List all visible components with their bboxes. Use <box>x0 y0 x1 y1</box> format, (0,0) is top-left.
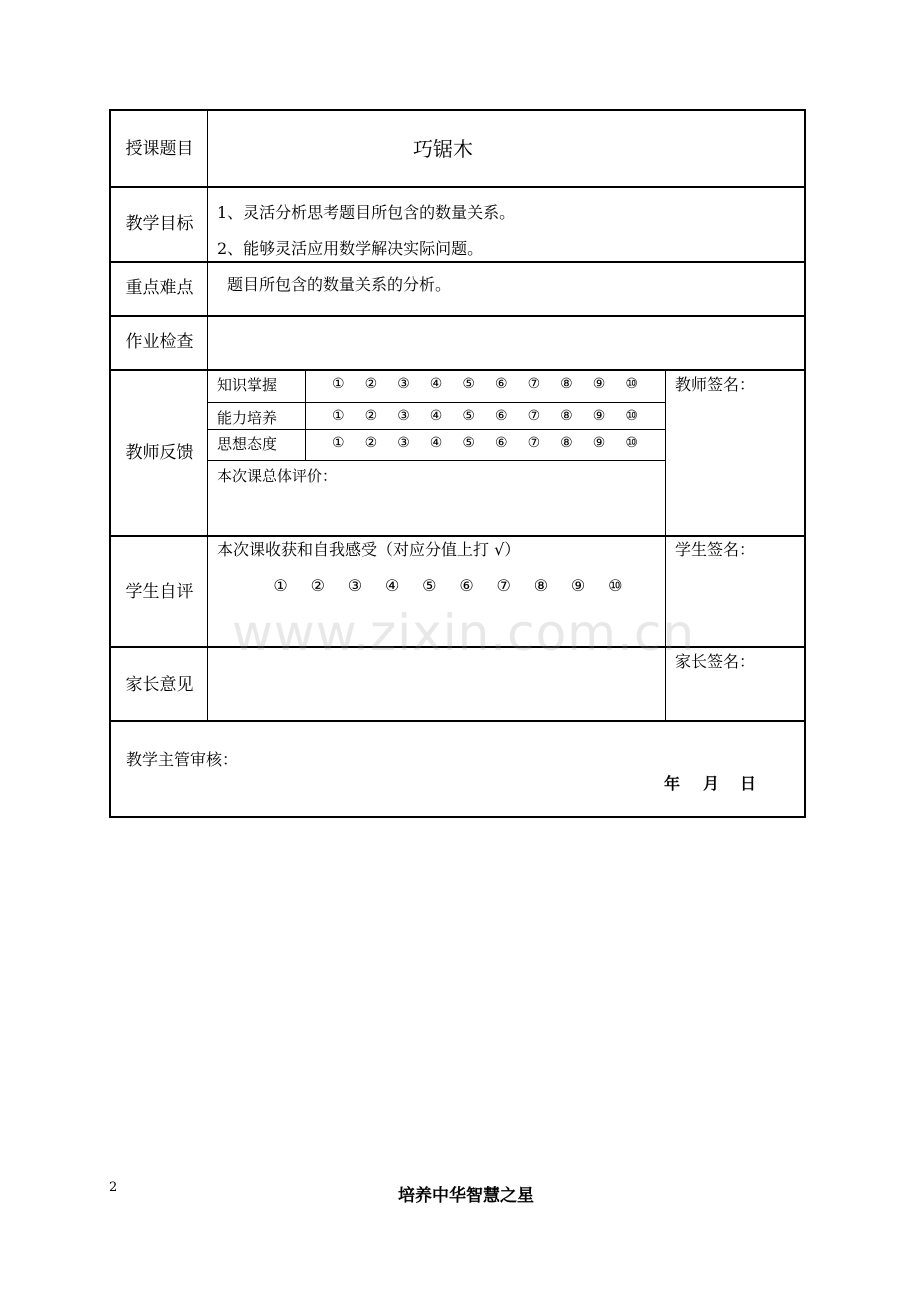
rating-option[interactable]: ② <box>310 576 325 595</box>
keypoints-value: 题目所包含的数量关系的分析。 <box>227 275 452 294</box>
review-day: 日 <box>740 774 757 793</box>
row-divider <box>111 315 804 317</box>
rating-option[interactable]: ⑥ <box>459 576 474 595</box>
rating-option[interactable]: ② <box>364 376 378 392</box>
rating-option[interactable]: ⑧ <box>560 435 573 451</box>
rating-option[interactable]: ⑦ <box>527 408 541 424</box>
rating-scale-attitude <box>322 435 648 451</box>
rating-option[interactable]: ⑤ <box>462 376 475 392</box>
page-number: 2 <box>109 1180 118 1195</box>
student-rating-scale <box>262 576 634 595</box>
rating-option[interactable]: ⑧ <box>560 376 573 392</box>
rating-option[interactable]: ③ <box>397 435 410 451</box>
rating-option[interactable]: ⑨ <box>592 408 606 424</box>
rating-option[interactable]: ⑩ <box>608 576 623 595</box>
rating-option[interactable]: ⑩ <box>625 408 638 424</box>
rating-option[interactable]: ⑥ <box>494 435 508 451</box>
goals-label: 教学目标 <box>125 214 194 234</box>
lesson-feedback-form <box>109 109 806 818</box>
rating-option[interactable]: ⑦ <box>527 376 541 392</box>
review-month: 月 <box>703 774 720 793</box>
rating-option[interactable]: ② <box>364 435 378 451</box>
row-divider <box>111 720 804 722</box>
teacher-signature-label: 教师签名： <box>675 375 756 394</box>
overall-evaluation-label: 本次课总体评价： <box>217 467 338 485</box>
rating-option[interactable]: ⑩ <box>625 435 638 451</box>
criteria-divider <box>305 369 306 460</box>
review-year: 年 <box>664 774 681 793</box>
student-signature-label: 学生签名： <box>675 540 756 559</box>
rating-option[interactable]: ⑨ <box>570 576 586 595</box>
row-divider <box>111 186 804 188</box>
rating-option[interactable]: ⑥ <box>494 376 508 392</box>
rating-option[interactable]: ③ <box>397 408 410 424</box>
label-column-divider <box>207 111 208 720</box>
keypoints-label: 重点难点 <box>125 278 194 298</box>
rating-option[interactable]: ⑧ <box>560 408 573 424</box>
rating-option[interactable]: ⑥ <box>494 408 508 424</box>
rating-option[interactable]: ⑤ <box>462 408 475 424</box>
rating-option[interactable]: ⑧ <box>533 576 549 595</box>
rating-option[interactable]: ④ <box>429 435 443 451</box>
criterion-knowledge: 知识掌握 <box>217 376 278 394</box>
rating-scale-ability <box>322 408 648 424</box>
teacher-feedback-label: 教师反馈 <box>125 443 194 463</box>
footer-slogan: 培养中华智慧之星 <box>398 1186 534 1206</box>
rating-option[interactable]: ④ <box>429 376 443 392</box>
rating-option[interactable]: ⑦ <box>527 435 541 451</box>
rating-option[interactable]: ① <box>332 376 345 392</box>
criteria-row-divider <box>207 402 665 403</box>
rating-option[interactable]: ⑦ <box>496 576 511 595</box>
rating-option[interactable]: ⑤ <box>462 435 475 451</box>
parent-signature-label: 家长签名： <box>675 652 756 671</box>
rating-scale-knowledge <box>322 376 648 392</box>
student-self-label: 学生自评 <box>125 582 194 602</box>
rating-option[interactable]: ⑨ <box>592 376 606 392</box>
rating-option[interactable]: ③ <box>397 376 410 392</box>
review-label: 教学主管审核： <box>126 750 239 769</box>
rating-option[interactable]: ⑩ <box>625 376 638 392</box>
signature-column-divider <box>665 369 666 720</box>
criterion-attitude: 思想态度 <box>217 435 278 453</box>
goal-line-2: 2、能够灵活应用数学解决实际问题。 <box>217 239 484 258</box>
rating-option[interactable]: ① <box>332 435 345 451</box>
topic-label: 授课题目 <box>125 139 194 159</box>
rating-option[interactable]: ④ <box>429 408 443 424</box>
row-divider <box>111 261 804 263</box>
rating-option[interactable]: ⑨ <box>592 435 606 451</box>
rating-option[interactable]: ① <box>273 576 288 595</box>
criteria-row-divider <box>207 460 665 461</box>
row-divider <box>111 369 804 371</box>
rating-option[interactable]: ④ <box>384 576 400 595</box>
rating-option[interactable]: ⑤ <box>422 576 437 595</box>
goal-line-1: 1、灵活分析思考题目所包含的数量关系。 <box>217 203 516 222</box>
criterion-ability: 能力培养 <box>217 409 278 427</box>
student-self-prompt: 本次课收获和自我感受（对应分值上打 √） <box>217 540 521 559</box>
rating-option[interactable]: ① <box>332 408 345 424</box>
rating-option[interactable]: ② <box>364 408 378 424</box>
homework-label: 作业检查 <box>125 332 194 352</box>
row-divider <box>111 535 804 537</box>
rating-option[interactable]: ③ <box>347 576 363 595</box>
topic-value: 巧锯木 <box>413 137 473 161</box>
parent-label: 家长意见 <box>125 675 194 695</box>
criteria-row-divider <box>207 429 665 430</box>
watermark: www.zixin.com.cn <box>232 604 696 662</box>
